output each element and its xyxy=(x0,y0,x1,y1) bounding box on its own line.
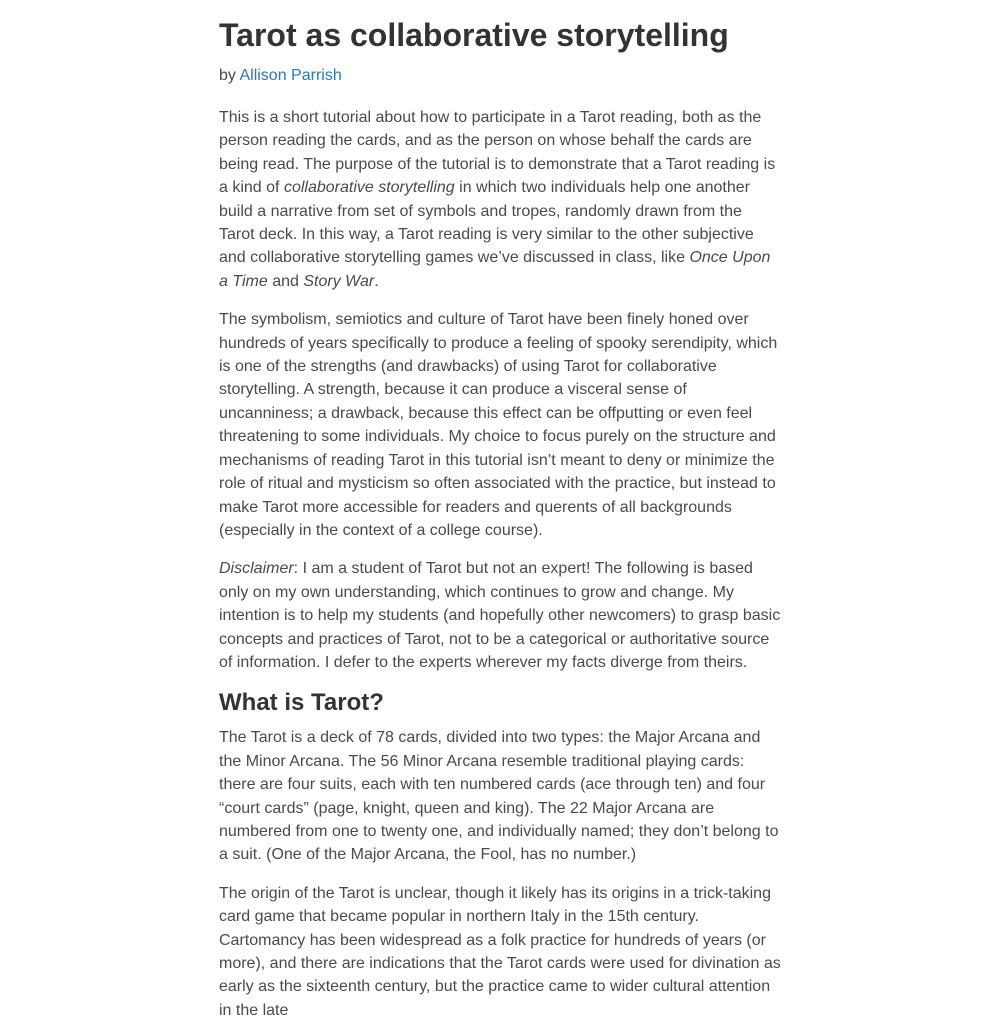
emphasis-story-war: Story War xyxy=(303,272,375,290)
section-heading-what-is-tarot: What is Tarot? xyxy=(219,689,384,717)
text-run: and xyxy=(267,272,304,290)
intro-paragraph-2: The symbolism, semiotics and culture of Tarot have been finely honed over hundreds of years specifically to produce a feeling of spooky serendipity, which is one of the strengths (and drawbacks) of using Tarot for collaborative storytelling. A strength, because it can produce a visceral sense of uncanniness; a drawback, because this effect can be offputting or even feel threatening to some individuals. My choice to focus purely on the structure and mechanisms of reading Tarot in this tutorial isn’t meant to deny or minimize the role of ritual and mysticism so often associated with the practice, but instead to make Tarot more accessible for readers and querents of all backgrounds (especially in the context of a college course). xyxy=(219,311,778,539)
emphasis-disclaimer: Disclaimer xyxy=(219,560,294,578)
text-run: in which two individuals help one another build a narrative from set of symbols and tropes, randomly drawn from the Tarot deck. In this way, a Tarot reading is very similar to the other subjective and collaborative storytelling games we’ve discussed in class, like xyxy=(219,179,754,267)
author-link[interactable]: Allison Parrish xyxy=(239,67,342,84)
text-run: : I am a student of Tarot but not an expert! The following is based only on my own understanding, which continues to grow and change. My intention is to help my students (and hopefully other newcomers) to grasp basic concepts and practices of Tarot, not to be a categorical or authoritative source of information. I defer to the experts wherever my facts diverge from theirs. xyxy=(219,560,781,671)
text-run: . xyxy=(374,272,379,290)
text-run: This is a short tutorial about how to participate in a Tarot reading, both as the person reading the cards, and as the person on whose behalf the cards are being read. The purpose of the tutorial is to demonstrate that a Tarot reading is a kind of xyxy=(219,109,776,197)
page-title: Tarot as collaborative storytelling xyxy=(219,17,729,53)
intro-paragraph-1 xyxy=(219,106,781,293)
emphasis-collaborative-storytelling: collaborative storytelling xyxy=(283,179,455,197)
byline xyxy=(219,64,781,87)
section-paragraph-2: The origin of the Tarot is unclear, though it likely has its origins in a trick-taking card game that became popular in northern Italy in the 15th century. Cartomancy has been widespread as a folk practice for hundreds of years (or more), and there are indications that the Tarot cards were used for divination as early as the sixteenth century, but the practice came to wider cultural attention in the late xyxy=(219,884,781,1019)
section-paragraph-1: The Tarot is a deck of 78 cards, divided into two types: the Major Arcana and the Minor Arcana. The 56 Minor Arcana resemble traditional playing cards: there are four suits, each with ten numbered cards (ace through ten) and four “court cards” (page, knight, queen and king). The 22 Major Arcana are numbered from one to twenty one, and individually named; they don’t belong to a suit. (One of the Major Arcana, the Fool, has no number.) xyxy=(219,729,779,864)
disclaimer-paragraph xyxy=(219,557,781,674)
article xyxy=(219,0,781,1022)
emphasis-once-upon-a-time: Once Upon a Time xyxy=(219,249,771,290)
byline-prefix: by xyxy=(219,67,240,84)
